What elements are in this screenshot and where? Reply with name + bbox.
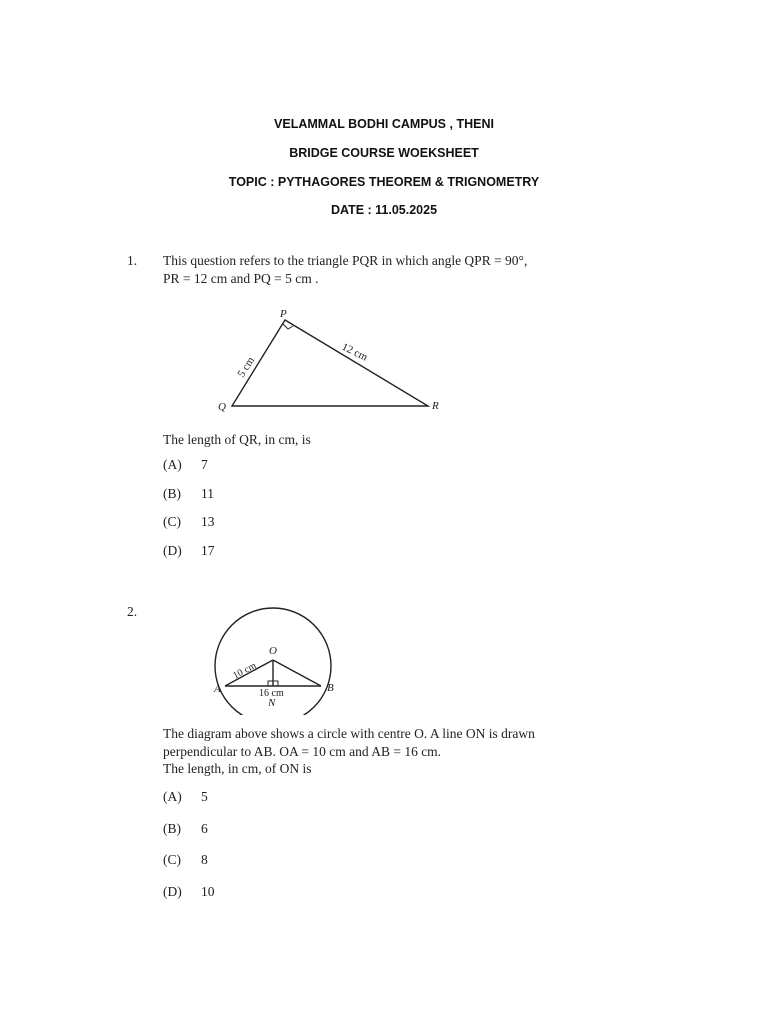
triangle-pqr	[232, 320, 428, 406]
radius-label: 10 cm	[231, 660, 259, 682]
circle-diagram	[205, 600, 345, 715]
point-n-label: N	[268, 697, 276, 709]
question-1-option-a: (A) 7	[163, 457, 208, 472]
question-1-option-d: (D) 17	[163, 543, 215, 558]
question-1-option-b: (B) 11	[163, 486, 214, 501]
vertex-r-label: R	[432, 400, 439, 412]
school-name: VELAMMAL BODHI CAMPUS , THENI	[274, 117, 494, 131]
question-2-option-a: (A) 5	[163, 789, 208, 804]
question-2-option-b: (B) 6	[163, 821, 208, 836]
point-a-label: A	[214, 683, 221, 695]
topic-line: TOPIC : PYTHAGORES THEOREM & TRIGNOMETRY	[228, 175, 540, 189]
question-1-prompt: The length of QR, in cm, is	[163, 432, 311, 447]
question-2-option-d: (D) 10	[163, 884, 215, 899]
question-2-stem-line-1: The diagram above shows a circle with centre O. A line ON is drawn	[163, 726, 535, 741]
worksheet-title: BRIDGE COURSE WOEKSHEET	[289, 146, 479, 160]
centre-o-label: O	[269, 645, 277, 657]
radius-ob	[273, 660, 321, 686]
question-2-stem-line-2: perpendicular to AB. OA = 10 cm and AB = 16 cm.	[163, 744, 442, 759]
question-2-option-c: (C) 8	[163, 852, 208, 867]
chord-label: 16 cm	[259, 688, 284, 699]
question-1-number: 1.	[127, 253, 138, 268]
question-1-stem-line-2: PR = 12 cm and PQ = 5 cm .	[163, 271, 319, 286]
date-line: DATE : 11.05.2025	[330, 203, 438, 217]
question-2-number: 2.	[127, 604, 138, 619]
vertex-q-label: Q	[218, 401, 226, 413]
question-1-stem-line-1: This question refers to the triangle PQR in which angle QPR = 90°,	[163, 253, 528, 268]
question-2-prompt: The length, in cm, of ON is	[163, 761, 312, 776]
question-1-option-c: (C) 13	[163, 514, 215, 529]
vertex-p-label: P	[280, 308, 287, 320]
triangle-pqr-diagram	[210, 305, 450, 415]
side-pq-label: 5 cm	[235, 354, 258, 380]
point-b-label: B	[327, 682, 334, 694]
side-pr-label: 12 cm	[339, 340, 370, 364]
right-angle-marker-p	[283, 324, 293, 329]
